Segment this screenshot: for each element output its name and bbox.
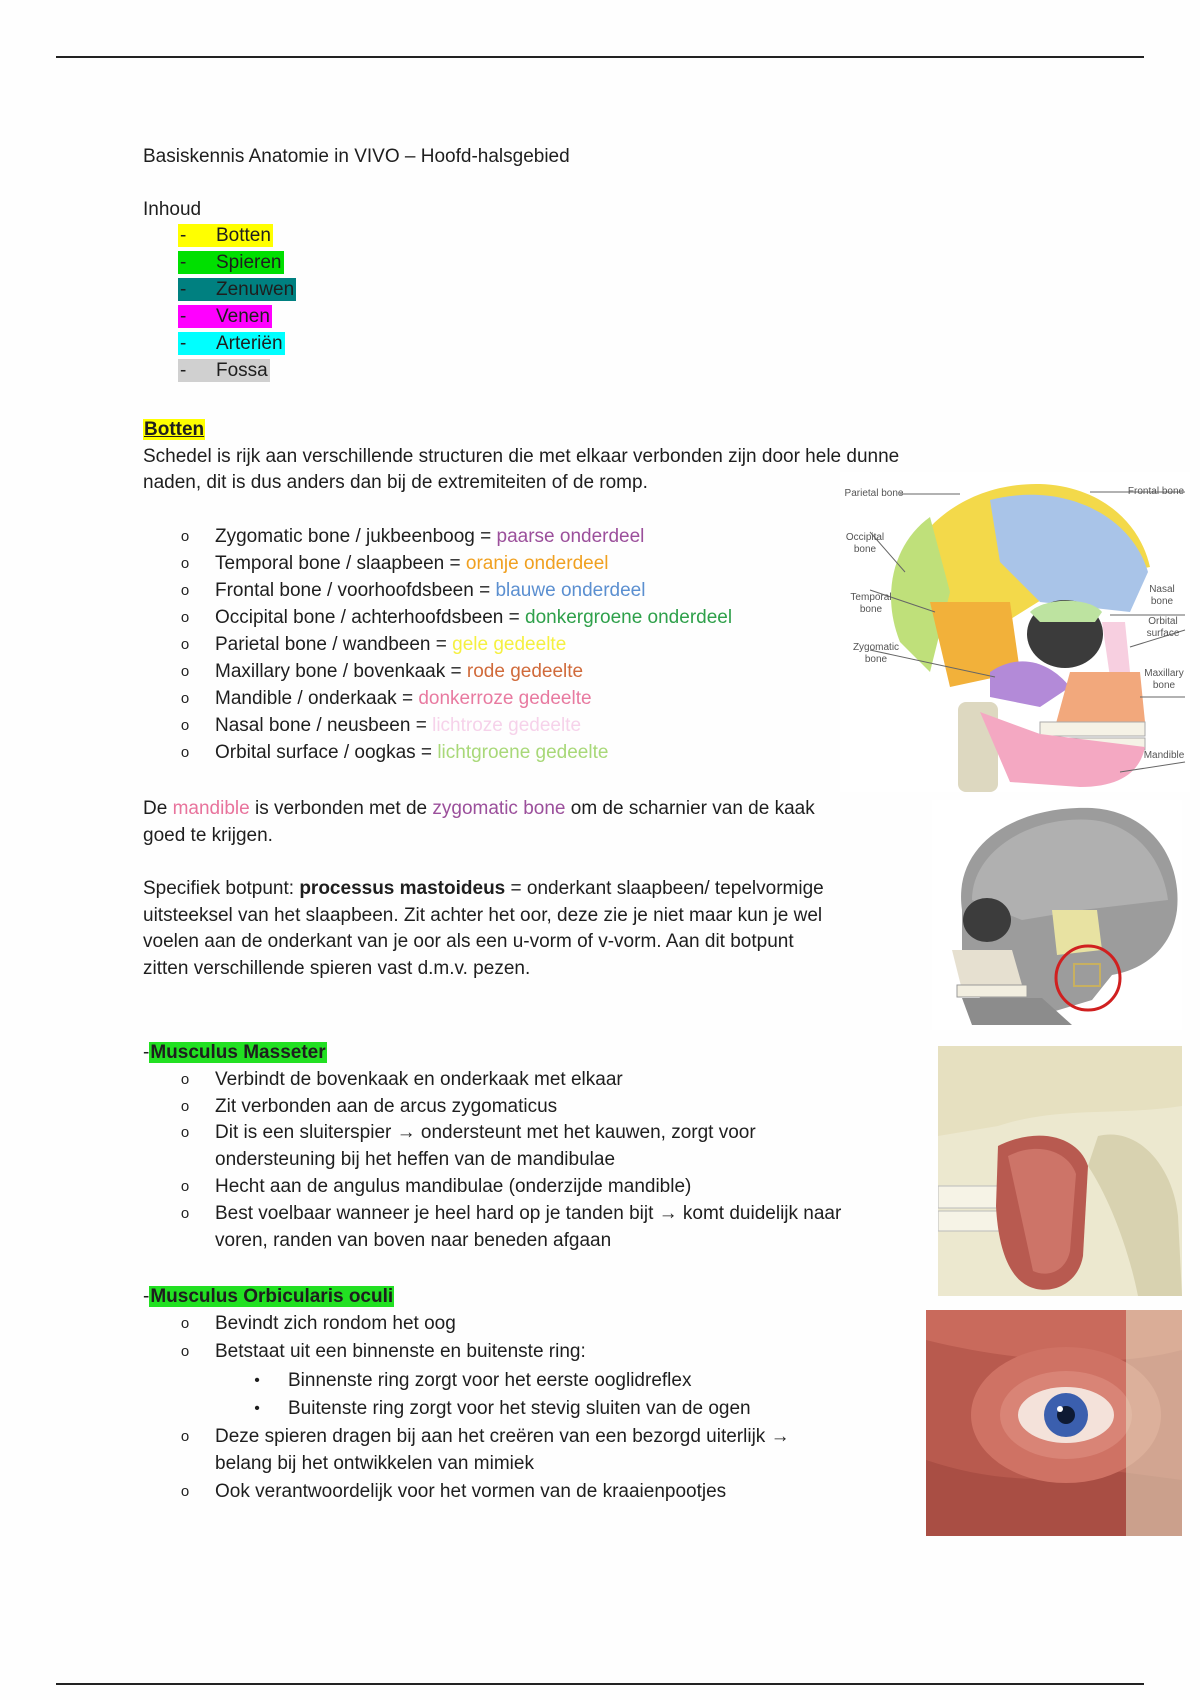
toc-item-6[interactable] [178,358,270,384]
orbicularis-figure [926,1310,1182,1536]
botten-heading-text: Botten [144,419,205,440]
bone-list-item [215,605,732,631]
section-heading-masseter [143,1040,327,1066]
header-rule [56,56,1144,58]
bullet-circle-icon: o [180,1343,190,1360]
document-title: Basiskennis Anatomie in VIVO – Hoofd-halsgebied [143,146,570,167]
bullet-circle-icon: o [180,609,190,626]
bullet-circle-icon: o [180,1205,190,1222]
bullet-circle-icon: o [180,1483,190,1500]
list-item: Hecht aan de angulus mandibulae (onderzijde mandible) [215,1176,692,1197]
skull-label-occipital: Occipital bone [845,532,885,555]
list-item: Dit is een sluiterspier → ondersteunt met het kauwen, zorgt voor [215,1122,756,1143]
mandible-sentence-line-2: goed te krijgen. [143,825,273,846]
toc-item-highlight [178,359,270,382]
bone-color-part: donkerroze gedeelte [418,688,592,709]
bone-list-item [215,740,608,766]
list-item: Best voelbaar wanneer je heel hard op je tanden bijt → komt duidelijk naar [215,1203,842,1224]
lateral-skull-figure [932,800,1182,1030]
toc-heading: Inhoud [143,199,202,220]
bullet-dot-icon: • [254,1400,260,1417]
toc-item-highlight [178,278,296,301]
masseter-heading-dash: - [143,1042,150,1063]
orbicularis-illustration [926,1310,1182,1536]
skull-label-mandible: Mandible [1143,750,1185,761]
bone-color-part: blauwe onderdeel [495,580,646,601]
toc-item-dash: - [180,360,187,381]
list-item: ondersteuning bij het heffen van de mandibulae [215,1149,616,1170]
colored-skull-illustration [840,472,1190,792]
botpunt-prefix: Specifiek botpunt: [143,878,300,899]
skull-label-temporal: Temporal bone [850,592,892,615]
bone-list-item [215,659,583,685]
bullet-circle-icon: o [180,1098,190,1115]
toc-item-label: Fossa [216,360,268,381]
orbicularis-heading-text: Musculus Orbicularis oculi [150,1286,394,1307]
bone-color-part: donkergroene onderdeel [525,607,733,628]
botpunt-term: processus mastoideus [299,878,506,899]
bone-color-part: gele gedeelte [452,634,567,655]
skull-label-parietal: Parietal bone [844,488,904,499]
list-item: Bevindt zich rondom het oog [215,1313,456,1334]
bullet-circle-icon: o [180,1071,190,1088]
bone-name: Mandible / onderkaak = [215,688,419,709]
bone-name: Orbital surface / oogkas = [215,742,438,763]
bone-name: Frontal bone / voorhoofdsbeen = [215,580,496,601]
bone-list-item [215,632,566,658]
toc-item-dash: - [180,279,187,300]
bullet-circle-icon: o [180,717,190,734]
skull-label-nasal: Nasal bone [1149,584,1175,607]
toc-item-label: Botten [216,225,271,246]
list-item: Deze spieren dragen bij aan het creëren van een bezorgd uiterlijk → [215,1426,790,1447]
bone-color-part: oranje onderdeel [465,553,609,574]
list-item: belang bij het ontwikkelen van mimiek [215,1453,534,1474]
lateral-skull-illustration [932,800,1182,1030]
bone-color-part: lichtroze gedeelte [432,715,582,736]
bullet-circle-icon: o [180,1315,190,1332]
bullet-circle-icon: o [180,528,190,545]
mandible-term: mandible [172,798,250,819]
botten-intro-line-2: naden, dit is dus anders dan bij de extremiteiten of de romp. [143,472,648,493]
list-item: voren, randen van boven naar beneden afgaan [215,1230,612,1251]
bone-name: Parietal bone / wandbeen = [215,634,453,655]
botpunt-line-4: zitten verschillende spieren vast d.m.v. pezen. [143,958,531,979]
bullet-circle-icon: o [180,1428,190,1445]
toc-item-1[interactable] [178,223,273,249]
bone-name: Zygomatic bone / jukbeenboog = [215,526,497,547]
mandible-sentence-part-1: De [143,798,173,819]
toc-item-label: Spieren [216,252,282,273]
botpunt-line-1-rest: = onderkant slaapbeen/ tepelvormige [505,878,824,899]
toc-item-dash: - [180,225,187,246]
toc-item-highlight [178,305,272,328]
skull-label-frontal: Frontal bone [1127,486,1185,497]
botpunt-line-2: uitsteeksel van het slaapbeen. Zit achter het oor, deze zie je niet maar kun je wel [143,905,823,926]
bone-name: Occipital bone / achterhoofdsbeen = [215,607,526,628]
list-item: Binnenste ring zorgt voor het eerste ooglidreflex [288,1370,692,1391]
toc-item-highlight [178,224,273,247]
bone-color-part: rode gedeelte [466,661,584,682]
bone-color-part: paarse onderdeel [496,526,645,547]
botpunt-line-3: voelen aan de onderkant van je oor als een u-vorm of v-vorm. Aan dit botpunt [143,931,794,952]
toc-item-3[interactable] [178,277,296,303]
mandible-sentence-line-1 [143,796,815,822]
toc-item-highlight [178,251,284,274]
bullet-circle-icon: o [180,663,190,680]
toc-item-dash: - [180,252,187,273]
skull-label-zygomatic: Zygomatic bone [852,642,900,665]
toc-item-5[interactable] [178,331,285,357]
list-item: Buitenste ring zorgt voor het stevig sluiten van de ogen [288,1398,751,1419]
bone-name: Maxillary bone / bovenkaak = [215,661,467,682]
bullet-circle-icon: o [180,555,190,572]
toc-item-dash: - [180,306,187,327]
colored-skull-figure [840,472,1190,792]
toc-item-dash: - [180,333,187,354]
bullet-circle-icon: o [180,690,190,707]
bone-name: Temporal bone / slaapbeen = [215,553,466,574]
bone-list-item [215,524,644,550]
toc-item-4[interactable] [178,304,272,330]
masseter-heading-text: Musculus Masseter [150,1042,326,1063]
section-heading-orbicularis [143,1284,394,1310]
bone-list-item [215,686,592,712]
zygomatic-term: zygomatic bone [432,798,566,819]
bullet-dot-icon: • [254,1372,260,1389]
masseter-illustration [938,1046,1182,1296]
mandible-sentence-part-2: is verbonden met de [249,798,433,819]
toc-item-label: Zenuwen [216,279,295,300]
list-item: Zit verbonden aan de arcus zygomaticus [215,1096,558,1117]
bone-name: Nasal bone / neusbeen = [215,715,433,736]
toc-item-2[interactable] [178,250,284,276]
bone-list-item [215,551,609,577]
bone-list-item [215,713,581,739]
list-item: Verbindt de bovenkaak en onderkaak met elkaar [215,1069,623,1090]
bullet-circle-icon: o [180,1124,190,1141]
bullet-circle-icon: o [180,744,190,761]
bullet-circle-icon: o [180,636,190,653]
section-heading-botten [143,417,205,443]
mandible-sentence-part-3: om de scharnier van de kaak [565,798,815,819]
botten-intro-line-1: Schedel is rijk aan verschillende structuren die met elkaar verbonden zijn door hele dunne [143,446,900,467]
skull-label-maxillary: Maxillary bone [1144,668,1184,691]
skull-label-orbital: Orbital surface [1146,616,1180,639]
masseter-figure [938,1046,1182,1296]
bone-list-item [215,578,645,604]
orbicularis-heading-dash: - [143,1286,150,1307]
toc-item-highlight [178,332,285,355]
list-item: Betstaat uit een binnenste en buitenste ring: [215,1341,586,1362]
bone-color-part: lichtgroene gedeelte [437,742,609,763]
bullet-circle-icon: o [180,582,190,599]
footer-rule [56,1683,1144,1685]
botpunt-line-1 [143,876,824,902]
toc-item-label: Venen [216,306,270,327]
toc-item-label: Arteriën [216,333,283,354]
bullet-circle-icon: o [180,1178,190,1195]
list-item: Ook verantwoordelijk voor het vormen van de kraaienpootjes [215,1481,727,1502]
